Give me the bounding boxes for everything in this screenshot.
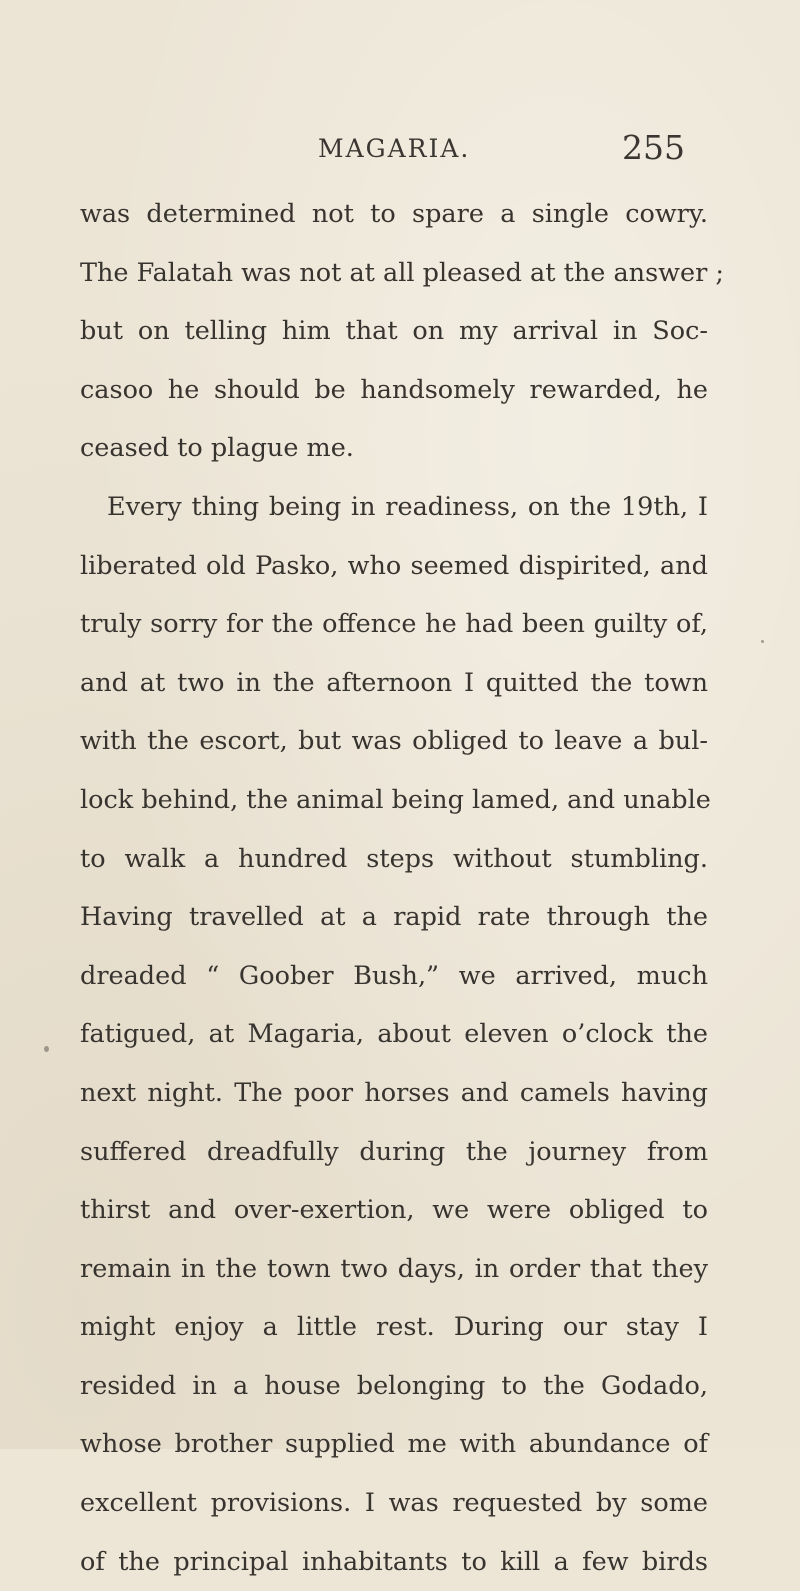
text-line: casoo he should be handsomely rewarded, he [80,374,708,405]
text-line: whose brother supplied me with abundance of [80,1429,708,1460]
text-line: of the principal inhabitants to kill a few birds [80,1546,708,1577]
text-line: but on telling him that on my arrival in Soc- [80,316,708,347]
text-line: truly sorry for the offence he had been guilty of, [80,609,708,640]
text-line: was determined not to spare a single cowry. [80,199,708,229]
text-line: Every thing being in readiness, on the 19th, I [107,491,708,522]
text-line: might enjoy a little rest. During our stay I [80,1312,708,1343]
text-line: to walk a hundred steps without stumbling. [80,843,708,874]
text-line: remain in the town two days, in order that they [80,1253,708,1284]
text-line: thirst and over-exertion, we were obliged to [80,1195,708,1226]
text-line: with the escort, but was obliged to leave a bul- [80,726,708,757]
text-line: liberated old Pasko, who seemed dispirited, and [80,550,708,581]
text-line: dreaded “ Goober Bush,” we arrived, much [80,960,708,991]
text-line: next night. The poor horses and camels having [80,1077,708,1108]
text-line: suffered dreadfully during the journey from [80,1136,708,1167]
running-head [0,128,800,172]
text-line: ceased to plague me. [80,433,354,464]
page-number: 255 [622,128,685,167]
text-line: excellent provisions. I was requested by some [80,1488,708,1519]
text-line: lock behind, the animal being lamed, and unable [80,784,711,815]
running-title: MAGARIA. [318,134,471,163]
text-line: The Falatah was not at all pleased at the answer ; [80,257,724,288]
body-text [80,185,724,1591]
text-line: Having travelled at a rapid rate through the [80,902,708,933]
text-line: and at two in the afternoon I quitted the town [80,667,708,698]
paper-speck [761,640,764,643]
text-line: fatigued, at Magaria, about eleven o’clock the [80,1019,708,1050]
paper-speck [44,1046,49,1052]
text-line: resided in a house belonging to the Godado, [80,1370,708,1401]
